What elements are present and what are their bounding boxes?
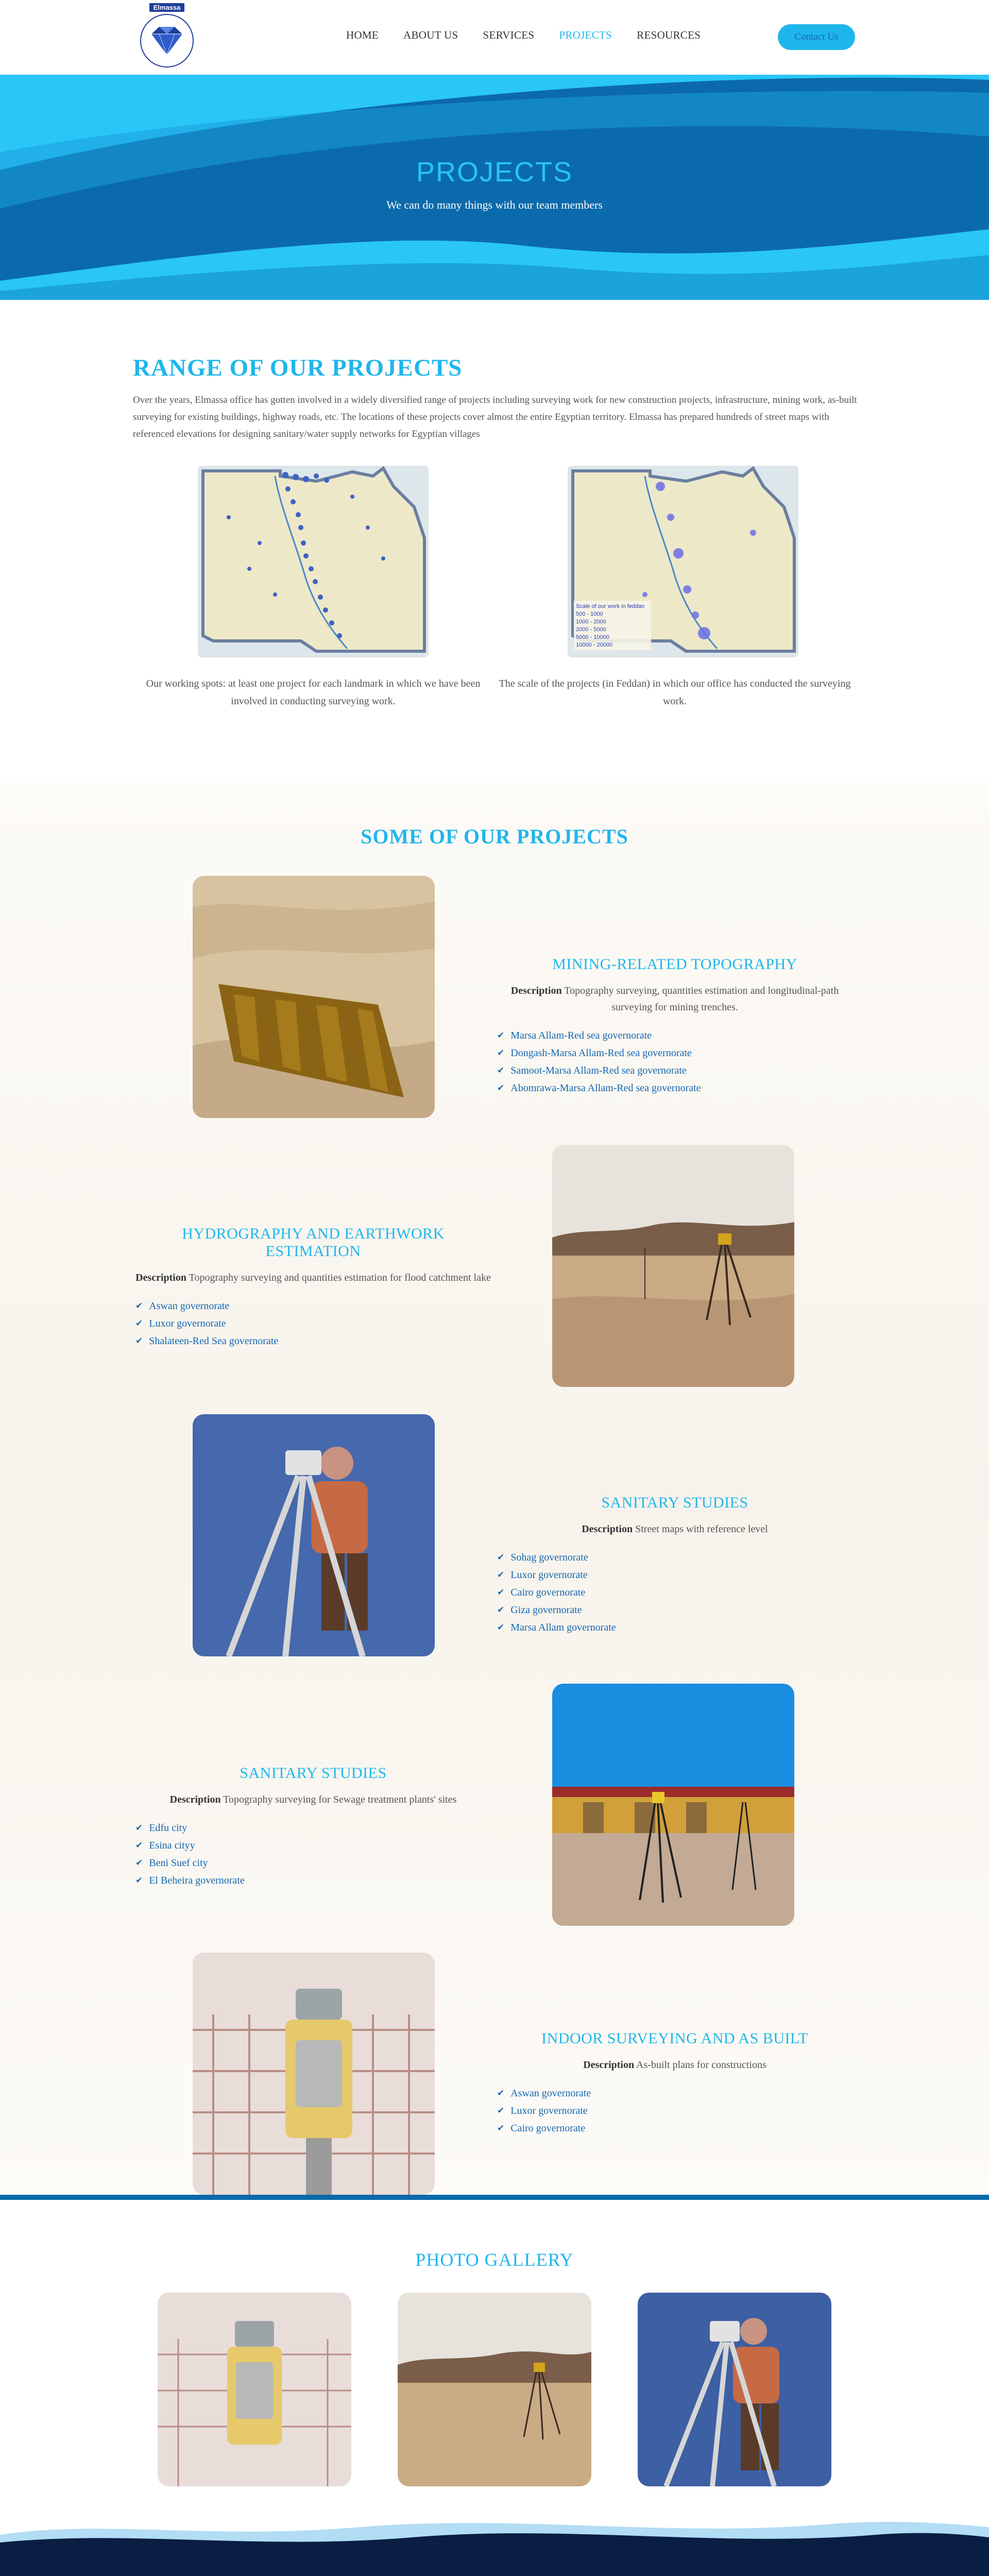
gallery-image-3[interactable] <box>638 2293 831 2486</box>
logo-emblem <box>140 14 194 67</box>
list-item <box>497 1584 855 1601</box>
location-text: Beni Suef city <box>149 1857 208 1869</box>
project-card-sanitary-2 <box>133 1765 493 1889</box>
project-description <box>494 2057 855 2073</box>
list-item <box>135 1332 493 1350</box>
location-text: Luxor governorate <box>510 2105 588 2116</box>
project-image-mining[interactable] <box>193 876 435 1118</box>
location-text: Shalateen-Red Sea governorate <box>149 1335 279 1347</box>
gallery-bottom-wave <box>0 2514 989 2555</box>
desc-label: Description <box>583 2059 635 2071</box>
check-icon: ✔ <box>497 1552 505 1563</box>
legend-item: 500 - 1000 <box>576 611 603 617</box>
location-text: Esina cityy <box>149 1840 195 1851</box>
list-item <box>497 1619 855 1636</box>
location-text: Luxor governorate <box>149 1318 226 1329</box>
location-text: Aswan governorate <box>149 1300 230 1312</box>
check-icon: ✔ <box>497 1622 505 1633</box>
page-subtitle: We can do many things with our team members <box>386 198 603 211</box>
projects-title: SOME OF OUR PROJECTS <box>361 825 628 848</box>
location-text: Cairo governorate <box>510 1587 586 1598</box>
nav-services[interactable]: SERVICES <box>483 29 535 41</box>
nav-projects[interactable]: PROJECTS <box>559 29 612 41</box>
project-title: HYDROGRAPHY AND EARTHWORK ESTIMATION <box>182 1225 445 1260</box>
projects-section <box>0 783 989 2200</box>
desc-label: Description <box>582 1523 633 1535</box>
map2-caption: The scale of the projects (in Feddan) in which our office has conducted the surveying work. <box>499 678 851 707</box>
list-item <box>497 2120 855 2137</box>
location-text: Abomrawa-Marsa Allam-Red sea governorate <box>510 1082 701 1094</box>
list-item <box>497 2084 855 2102</box>
project-image-sanitary-2[interactable] <box>552 1684 794 1926</box>
project-description <box>133 1791 493 1808</box>
gallery-image-1[interactable] <box>158 2293 351 2486</box>
location-text: Marsa Allam governorate <box>510 1622 616 1633</box>
desc-label: Description <box>510 985 562 996</box>
check-icon: ✔ <box>497 1570 505 1580</box>
list-item <box>135 1297 493 1315</box>
list-item <box>135 1854 493 1872</box>
range-section <box>0 300 989 783</box>
location-list <box>497 1549 855 1636</box>
legend-item: 1000 - 2000 <box>576 619 606 625</box>
list-item <box>497 1044 855 1062</box>
gallery-title: PHOTO GALLERY <box>415 2249 574 2270</box>
list-item <box>135 1315 493 1332</box>
check-icon: ✔ <box>497 1587 505 1598</box>
desc-label: Description <box>135 1272 186 1283</box>
location-list <box>497 2084 855 2137</box>
project-title: SANITARY STUDIES <box>240 1765 387 1782</box>
check-icon: ✔ <box>135 1823 143 1833</box>
project-image-hydrography[interactable] <box>552 1145 794 1387</box>
diamond-icon <box>146 23 187 59</box>
egypt-map-scale <box>568 466 798 657</box>
list-item <box>135 1837 493 1854</box>
project-card-hydrography <box>133 1225 493 1350</box>
legend-title: Scale of our work in feddan <box>576 603 645 609</box>
location-text: Samoot-Marsa Allam-Red sea governorate <box>510 1065 687 1076</box>
project-title: SANITARY STUDIES <box>601 1494 748 1511</box>
site-footer <box>0 2555 989 2576</box>
location-text: Marsa Allam-Red sea governorate <box>510 1030 652 1041</box>
desc-text: As-built plans for constructions <box>636 2059 766 2071</box>
map-legend <box>576 603 644 649</box>
nav-resources[interactable]: RESOURCES <box>637 29 701 41</box>
location-list <box>135 1819 493 1889</box>
desc-label: Description <box>169 1794 221 1805</box>
location-text: El Beheira governorate <box>149 1875 245 1886</box>
legend-item: 5000 - 10000 <box>576 634 609 640</box>
desc-text: Topography surveying and quantities estimation for flood catchment lake <box>189 1272 491 1283</box>
location-text: Sohag governorate <box>510 1552 588 1563</box>
list-item <box>135 1819 493 1837</box>
check-icon: ✔ <box>497 1030 505 1041</box>
location-text: Dongash-Marsa Allam-Red sea governorate <box>510 1047 692 1059</box>
desc-text: Street maps with reference level <box>635 1523 768 1535</box>
project-card-indoor <box>494 2030 855 2137</box>
project-description <box>133 1269 493 1286</box>
list-item <box>497 1601 855 1619</box>
map1-caption: Our working spots: at least one project for each landmark in which we have been involved in conducting surveying work. <box>146 678 481 707</box>
list-item <box>497 1079 855 1097</box>
check-icon: ✔ <box>135 1840 143 1851</box>
range-title: RANGE OF OUR PROJECTS <box>133 354 463 381</box>
location-text: Aswan governorate <box>510 2088 591 2099</box>
list-item <box>497 1566 855 1584</box>
range-intro: Over the years, Elmassa office has gotten involved in a widely diversified range of projects including surveying work for new construction projects, infrastructure, mining work, as-built surveying for existing buildings, highway roads, etc. The locations of these projects cover almost the entire Egyptian territory. Elmassa has prepared hundreds of street maps with referenced elevations for designing sanitary/water supply networks for Egyptian villages <box>133 395 857 439</box>
list-item <box>497 1027 855 1044</box>
project-image-indoor[interactable] <box>193 1953 435 2195</box>
project-title: MINING-RELATED TOPOGRAPHY <box>552 956 797 973</box>
project-description <box>494 982 855 1015</box>
egypt-map-spots <box>198 466 429 657</box>
check-icon: ✔ <box>135 1336 143 1346</box>
site-header <box>0 0 989 75</box>
check-icon: ✔ <box>497 2123 505 2133</box>
nav-about-us[interactable]: ABOUT US <box>403 29 458 41</box>
location-text: Edfu city <box>149 1822 187 1834</box>
location-text: Luxor governorate <box>510 1569 588 1581</box>
logo-wordmark: Elmassa <box>149 3 185 12</box>
photo-gallery <box>0 2200 989 2555</box>
page-title: PROJECTS <box>416 157 573 188</box>
main-nav <box>346 29 725 42</box>
location-text: Cairo governorate <box>510 2123 586 2134</box>
project-card-mining <box>494 956 855 1097</box>
project-description <box>494 1521 855 1537</box>
legend-item: 2000 - 5000 <box>576 626 606 633</box>
project-title: INDOOR SURVEYING AND AS BUILT <box>541 2030 808 2047</box>
location-list <box>135 1297 493 1350</box>
contact-us-button[interactable]: Contact Us <box>778 24 855 50</box>
check-icon: ✔ <box>497 2106 505 2116</box>
check-icon: ✔ <box>135 1875 143 1886</box>
desc-text: Topography surveying, quantities estimation and longitudinal-path surveying for mining trenches. <box>564 985 839 1013</box>
desc-text: Topography surveying for Sewage treatment plants' sites <box>223 1794 457 1805</box>
check-icon: ✔ <box>497 1065 505 1076</box>
check-icon: ✔ <box>497 1048 505 1058</box>
list-item <box>497 2102 855 2120</box>
check-icon: ✔ <box>135 1301 143 1311</box>
location-text: Giza governorate <box>510 1604 582 1616</box>
legend-item: 10000 - 20000 <box>576 642 612 648</box>
site-logo[interactable] <box>139 3 195 70</box>
list-item <box>135 1872 493 1889</box>
location-list <box>497 1027 855 1097</box>
list-item <box>497 1062 855 1079</box>
list-item <box>497 1549 855 1566</box>
check-icon: ✔ <box>497 1605 505 1615</box>
check-icon: ✔ <box>135 1858 143 1868</box>
gallery-image-2[interactable] <box>398 2293 591 2486</box>
check-icon: ✔ <box>497 2088 505 2098</box>
nav-home[interactable]: HOME <box>346 29 379 41</box>
hero-banner <box>0 75 989 300</box>
project-card-sanitary-1 <box>494 1494 855 1636</box>
check-icon: ✔ <box>135 1318 143 1329</box>
check-icon: ✔ <box>497 1083 505 1093</box>
project-image-sanitary-1[interactable] <box>193 1414 435 1656</box>
